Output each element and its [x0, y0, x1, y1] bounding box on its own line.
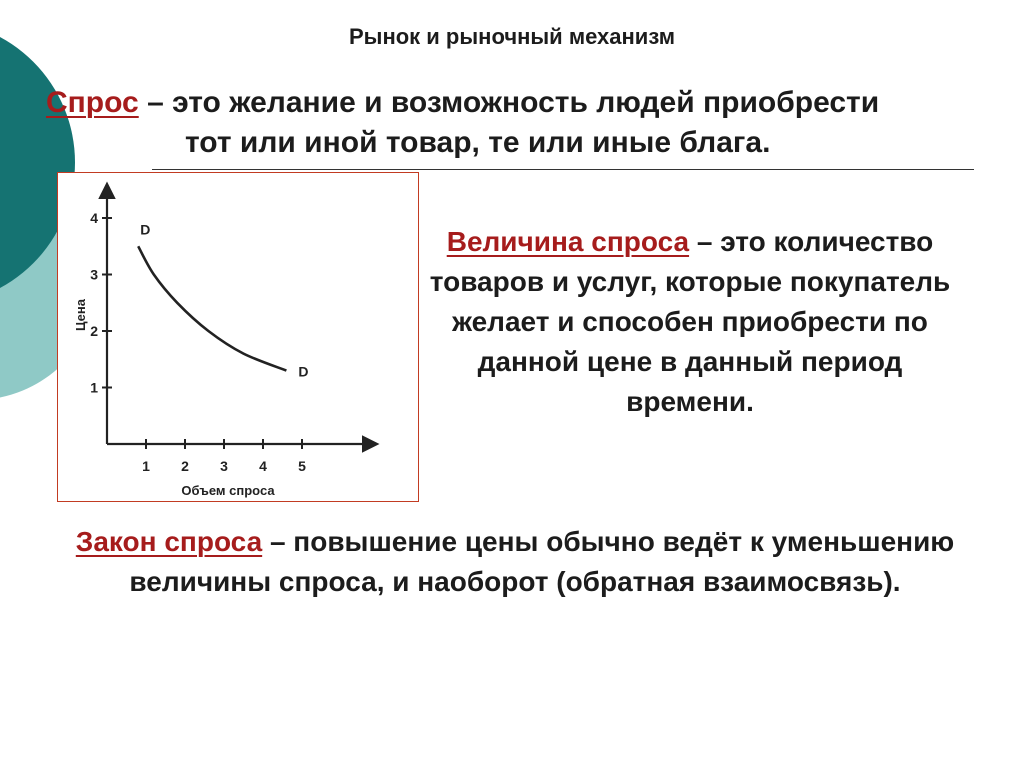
y-tick-label: 4: [90, 210, 98, 226]
demand-curve: [138, 246, 286, 370]
divider-line: [152, 169, 974, 170]
y-axis-label: Цена: [73, 299, 88, 331]
demand-term: Спрос: [46, 86, 139, 119]
y-tick-label: 3: [90, 266, 98, 283]
x-axis-label: Объем спроса: [181, 483, 275, 498]
x-tick-label: 1: [142, 458, 150, 474]
demand-definition-line2: тот или иной товар, те или иные блага.: [185, 126, 771, 159]
law-of-demand-definition: [40, 522, 990, 602]
law-of-demand-term: Закон спроса: [75, 526, 263, 557]
x-tick-label: 2: [181, 458, 189, 474]
curve-label-start: D: [140, 221, 151, 238]
y-tick-label: 2: [90, 323, 98, 339]
curve-label-end: D: [298, 363, 309, 380]
quantity-demanded-text: – это количество товаров и услуг, которые покупатель желает и способен приобрести по данной цене в данный период времени.: [429, 226, 951, 417]
quantity-demanded-definition: [420, 222, 960, 422]
x-tick-label: 3: [220, 458, 228, 474]
x-tick-label: 5: [298, 458, 306, 474]
demand-definition-line1: – это желание и возможность людей приобрести: [138, 86, 880, 119]
demand-curve-svg: [58, 173, 418, 501]
y-tick-label: 1: [90, 379, 98, 396]
demand-curve-chart: [57, 172, 419, 502]
slide-title: Рынок и рыночный механизм: [348, 24, 675, 49]
quantity-demanded-term: Величина спроса: [446, 226, 690, 257]
law-of-demand-text: – повышение цены обычно ведёт к уменьшению величины спроса, и наоборот (обратная взаимосвязь).: [129, 526, 955, 597]
x-tick-label: 4: [259, 458, 267, 474]
demand-definition: [46, 83, 1006, 163]
